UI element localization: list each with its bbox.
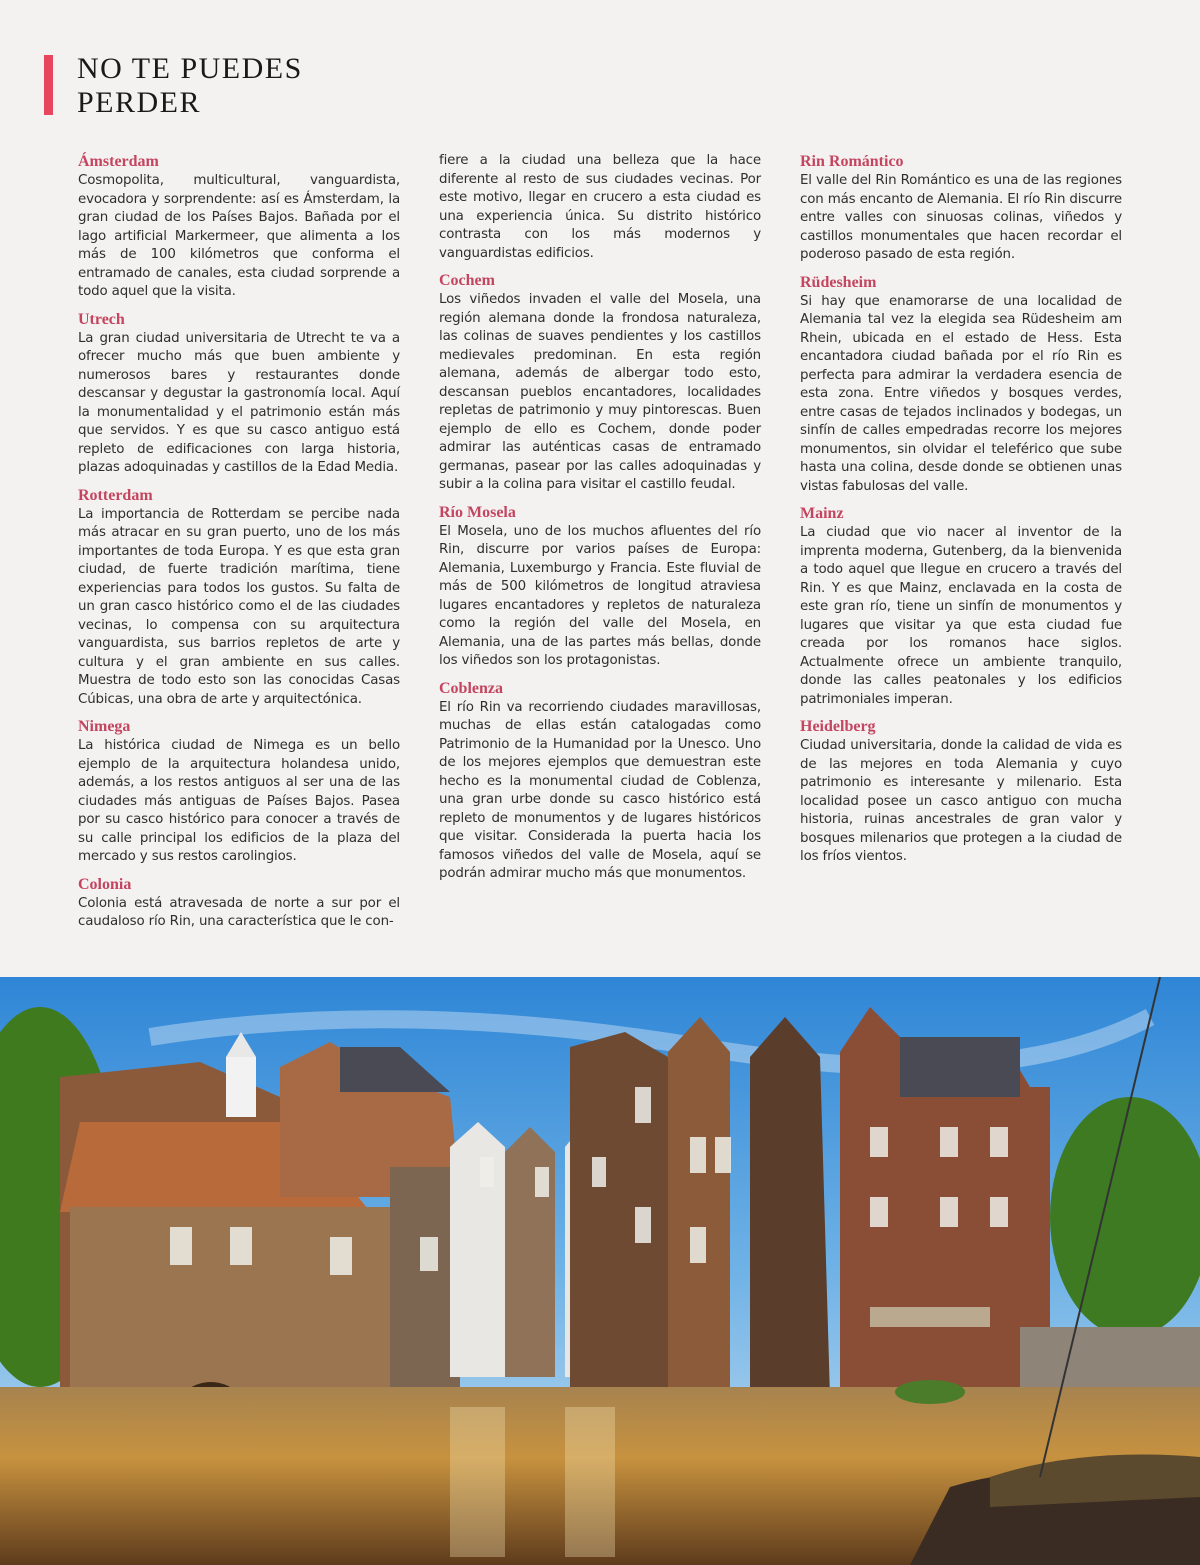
section-coblenza xyxy=(439,679,761,884)
section-rotterdam xyxy=(78,486,400,710)
section-utrech xyxy=(78,310,400,478)
section-title: Utrech xyxy=(78,310,125,328)
section-body: Los viñedos invaden el valle del Mosela, una región alemana donde la frondosa naturaleza, las colinas de suaves pendientes y los castillos medievales predominan. En esta región alemana, además de albergar todo esto, descansan pueblos encantadores, localidades repletas de patrimonio y muy pintorescas. Buen ejemplo de ello es Cochem, donde poder admirar las auténticas casas de entramado germanas, pasear por las calles adoquinadas y subir a la colina para visitar el castillo feudal. xyxy=(439,292,761,492)
canal-houses-photo xyxy=(0,977,1200,1565)
column-2 xyxy=(439,152,761,892)
section-title: Río Mosela xyxy=(439,503,516,521)
column-1 xyxy=(78,152,400,940)
section-title: Rüdesheim xyxy=(800,273,877,291)
section-mainz xyxy=(800,504,1122,709)
section-body: La ciudad que vio nacer al inventor de la imprenta moderna, Gutenberg, da la bienvenida a todo aquel que llegue en crucero a través del Rin. Y es que Mainz, enclavada en la costa de este gran río, tiene un sinfín de monumentos y lugares que visitar ya que esta ciudad fue creada por los romanos hace siglos. Actualmente ofrece un ambiente tranquilo, donde las calles peatonales y los edificios patrimoniales imperan. xyxy=(800,525,1122,707)
section-amsterdam xyxy=(78,152,400,302)
page-title-line-2: PERDER xyxy=(77,86,202,119)
section-rin-romantico xyxy=(800,152,1122,265)
section-title: Cochem xyxy=(439,272,495,289)
section-body: El río Rin va recorriendo ciudades maravillosas, muchas de ellas están catalogadas como Patrimonio de la Humanidad por la Unesco. Uno de los mejores ejemplos que demuestran este hecho es la monumental ciudad de Coblenza, una gran urbe donde su casco histórico está repleto de monumentos y de lugares históricos que visitar. Considerada la puerta hacia los famosos viñedos del valle de Mosela, aquí se podrán admirar mucho más que monumentos. xyxy=(439,699,761,881)
section-colonia xyxy=(78,875,400,932)
section-body: La histórica ciudad de Nimega es un bello ejemplo de la arquitectura holandesa unido, además, a los restos antiguos al ser una de las ciudades más antiguas de Países Bajos. Pasea por su casco histórico para conocer a través de su calle principal los edificios de la plaza del mercado y sus restos carolingios. xyxy=(78,738,400,864)
section-title: Colonia xyxy=(78,875,132,893)
section-cochem xyxy=(439,271,761,495)
section-rio-mosela xyxy=(439,503,761,671)
section-colonia-continued xyxy=(439,152,761,263)
page-header xyxy=(44,52,303,119)
section-body: La importancia de Rotterdam se percibe nada más atracar en su gran puerto, uno de los más importantes de toda Europa. Y es que esta gran ciudad, de fuerte tradición marítima, tiene experiencias para todos los gustos. Su falta de un gran casco histórico como el de las ciudades vecinas, lo compensa con su arquitectura vanguardista, sus barrios repletos de arte y cultura y el gran ambiente en sus calles. Muestra de todo esto son las conocidas Casas Cúbicas, una obra de arte y arquitectónica. xyxy=(78,506,400,707)
section-nimega xyxy=(78,717,400,867)
page-title-line-1: NO TE PUEDES xyxy=(77,52,303,85)
section-title: Heidelberg xyxy=(800,718,876,735)
section-title: Rin Romántico xyxy=(800,153,904,170)
article-columns xyxy=(78,152,1124,942)
section-body: Ciudad universitaria, donde la calidad de vida es de las mejores en toda Alemania y cuyo patrimonio es interesante y milenario. Esta localidad posee un casco antiguo con mucha historia, ruinas ancestrales de gran valor y bosques milenarios que protegen a la ciudad de los fríos vientos. xyxy=(800,738,1122,864)
accent-bar xyxy=(44,55,53,115)
canal-scene-illustration xyxy=(0,977,1200,1565)
column-3 xyxy=(800,152,1122,875)
section-body: El valle del Rin Romántico es una de las regiones con más encanto de Alemania. El río Rin discurre entre valles con sinuosas colinas, viñedos y castillos monumentales que hacen recordar el poderoso pasado de esta región. xyxy=(800,173,1122,262)
section-title: Mainz xyxy=(800,505,844,522)
section-body: Cosmopolita, multicultural, vanguardista, evocadora y sorprendente: así es Ámsterdam, la gran ciudad de los Países Bajos. Bañada por el lago artificial Markermeer, que alimenta a los más de 100 kilómetros que conforma el entramado de canales, esta ciudad sorprende a todo aquel que la visita. xyxy=(78,173,400,299)
section-title: Nimega xyxy=(78,718,131,735)
section-heidelberg xyxy=(800,717,1122,867)
section-body: La gran ciudad universitaria de Utrecht te va a ofrecer mucho más que buen ambiente y numerosos bares y restaurantes donde descansar y degustar la gastronomía local. Aquí la monumentalidad y el patrimonio están más que servidos. Y es que su casco antiguo está repleto de edificaciones con larga historia, plazas adoquinadas y castillos de la Edad Media. xyxy=(78,330,400,475)
section-rudesheim xyxy=(800,273,1122,497)
page-title xyxy=(77,52,303,119)
section-body: El Mosela, uno de los muchos afluentes del río Rin, discurre por varios países de Europa: Alemania, Luxemburgo y Francia. Este fluvial de más de 500 kilómetros de longitud atraviesa lugares encantadores y repletos de naturaleza como la región del valle del Mosela, en Alemania, una de las partes más bellas, donde los viñedos son los protagonistas. xyxy=(439,523,761,668)
section-title: Ámsterdam xyxy=(78,153,159,170)
section-body: fiere a la ciudad una belleza que la hace diferente al resto de sus ciudades vecinas. Por este motivo, llegar en crucero a esta ciudad es una experiencia única. Su distrito histórico contrasta con los más modernos y vanguardistas edificios. xyxy=(439,153,761,261)
section-body: Si hay que enamorarse de una localidad de Alemania tal vez la elegida sea Rüdesheim am Rhein, ubicada en el estado de Hess. Esta encantadora ciudad bañada por el río Rin es perfecta para admirar la verdadera esencia de esta zona. Entre viñedos y bosques verdes, entre casas de tejados inclinados y bodegas, un sinfín de calles empedradas recorre los mejores monumentos, sin olvidar el teleférico que sube hasta una colina, desde donde se obtienen unas vistas fabulosas del valle. xyxy=(800,293,1122,494)
section-title: Coblenza xyxy=(439,679,503,697)
section-body: Colonia está atravesada de norte a sur por el caudaloso río Rin, una característica que le con- xyxy=(78,895,400,929)
section-title: Rotterdam xyxy=(78,486,153,504)
